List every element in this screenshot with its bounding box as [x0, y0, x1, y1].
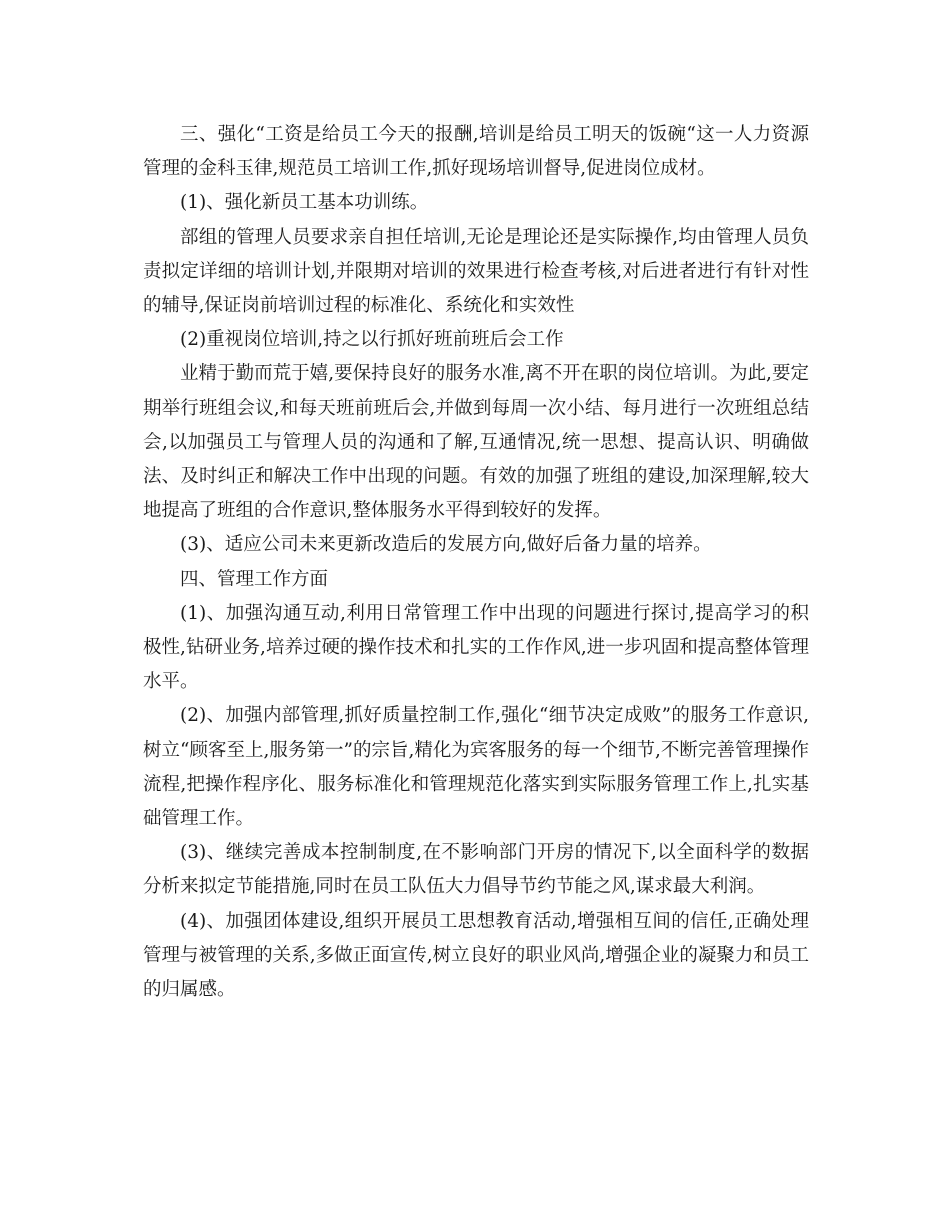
list-item-4-3: (3)、继续完善成本控制制度,在不影响部门开房的情况下,以全面科学的数据分析来拟定节能措施,同时在员工队伍大力倡导节约节能之风,谋求最大利润。: [143, 842, 809, 898]
subheading-3-2: (2)重视岗位培训,持之以行抓好班前班后会工作: [180, 329, 564, 351]
list-item-4-4: (4)、加强团体建设,组织开展员工思想教育活动,增强相互间的信任,正确处理管理与被管理的关系,多做正面宣传,树立良好的职业风尚,增强企业的凝聚力和员工的归属感。: [143, 910, 809, 1001]
list-item-4-1: (1)、加强沟通互动,利用日常管理工作中出现的问题进行探讨,提高学习的积极性,钻研业务,培养过硬的操作技术和扎实的工作作风,进一步巩固和提高整体管理水平。: [143, 602, 809, 693]
section-heading-4: 四、管理工作方面: [180, 568, 329, 590]
subheading-3-3: (3)、适应公司未来更新改造后的发展方向,做好后备力量的培养。: [180, 534, 712, 556]
document-body: [143, 118, 809, 1007]
list-item-4-2: (2)、加强内部管理,抓好质量控制工作,强化“细节决定成败”的服务工作意识,树立“顾客至上,服务第一”的宗旨,精化为宾客服务的每一个细节,不断完善管理操作流程,把操作程序化、服务标准化和管理规范化落实到实际服务管理工作上,扎实基础管理工作。: [143, 705, 809, 830]
subheading-3-1: (1)、强化新员工基本功训练。: [180, 192, 429, 214]
body-paragraph: 业精于勤而荒于嬉,要保持良好的服务水准,离不开在职的岗位培训。为此,要定期举行班组会议,和每天班前班后会,并做到每周一次小结、每月进行一次班组总结会,以加强员工与管理人员的沟通和了解,互通情况,统一思想、提高认识、明确做法、及时纠正和解决工作中出现的问题。有效的加强了班组的建设,加深理解,较大地提高了班组的合作意识,整体服务水平得到较好的发挥。: [143, 363, 809, 522]
section-heading-3-paragraph: 三、强化“工资是给员工今天的报酬,培训是给员工明天的饭碗“这一人力资源管理的金科玉律,规范员工培训工作,抓好现场培训督导,促进岗位成材。: [143, 124, 809, 180]
body-paragraph: 部组的管理人员要求亲自担任培训,无论是理论还是实际操作,均由管理人员负责拟定详细的培训计划,并限期对培训的效果进行检查考核,对后进者进行有针对性的辅导,保证岗前培训过程的标准化、系统化和实效性: [143, 226, 809, 317]
